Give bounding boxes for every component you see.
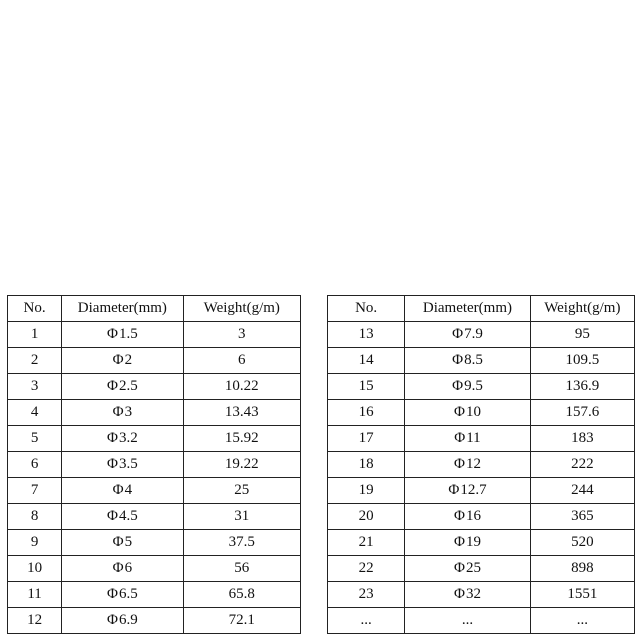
table-row [8, 504, 301, 530]
phi-symbol: Φ [452, 326, 464, 342]
cell-weight: 25 [183, 478, 300, 504]
cell-no: 17 [328, 426, 405, 452]
cell-no: 23 [328, 582, 405, 608]
header-row [328, 296, 635, 322]
diameter-value: 19 [465, 534, 481, 550]
diameter-value: 4.5 [118, 508, 138, 524]
cell-weight: 65.8 [183, 582, 300, 608]
table-row [8, 426, 301, 452]
table-row [328, 374, 635, 400]
cell-no: 20 [328, 504, 405, 530]
diameter-value: 6 [124, 560, 133, 576]
phi-symbol: Φ [107, 456, 118, 472]
diameter-value: 6.5 [118, 586, 138, 602]
diameter-value: 11 [466, 430, 481, 446]
cell-diameter [405, 426, 530, 452]
phi-symbol: Φ [448, 482, 460, 498]
cell-no: 8 [8, 504, 62, 530]
table-row [8, 582, 301, 608]
diameter-value: 12 [465, 456, 481, 472]
cell-weight: 136.9 [530, 374, 634, 400]
header-row [8, 296, 301, 322]
cell-diameter [405, 530, 530, 556]
table-row [328, 400, 635, 426]
diameter-value: 16 [465, 508, 481, 524]
cell-diameter [62, 400, 183, 426]
cell-no: 16 [328, 400, 405, 426]
cell-weight: 19.22 [183, 452, 300, 478]
cell-diameter [62, 504, 183, 530]
cell-diameter [62, 348, 183, 374]
cell-no: 12 [8, 608, 62, 634]
cell-diameter [62, 582, 183, 608]
cell-weight: 31 [183, 504, 300, 530]
cell-no: 7 [8, 478, 62, 504]
cell-diameter [62, 556, 183, 582]
cell-no: 22 [328, 556, 405, 582]
cell-weight: 95 [530, 322, 634, 348]
diameter-value: 32 [465, 586, 481, 602]
phi-symbol: Φ [453, 404, 465, 420]
diameter-value: 7.9 [464, 326, 483, 342]
table-row [328, 452, 635, 478]
cell-weight: 183 [530, 426, 634, 452]
table-row [8, 556, 301, 582]
table-row [8, 322, 301, 348]
diameter-value: 1.5 [118, 326, 138, 342]
table-row [328, 530, 635, 556]
cell-no: 6 [8, 452, 62, 478]
cell-weight: 15.92 [183, 426, 300, 452]
diameter-value: 25 [465, 560, 481, 576]
diameter-value: 5 [124, 534, 133, 550]
header-no: No. [328, 296, 405, 322]
cell-diameter [405, 478, 530, 504]
table-row [8, 530, 301, 556]
cell-no: 5 [8, 426, 62, 452]
phi-symbol: Φ [107, 586, 118, 602]
cell-weight: 109.5 [530, 348, 634, 374]
cell-no: 9 [8, 530, 62, 556]
cell-weight: ... [530, 608, 634, 634]
cell-diameter [405, 400, 530, 426]
cell-no: 10 [8, 556, 62, 582]
cell-no: 4 [8, 400, 62, 426]
cell-weight: 6 [183, 348, 300, 374]
header-weight: Weight(g/m) [530, 296, 634, 322]
table-row [8, 452, 301, 478]
left-table-body [8, 322, 301, 634]
spec-table-left [7, 295, 301, 634]
cell-weight: 37.5 [183, 530, 300, 556]
cell-weight: 520 [530, 530, 634, 556]
diameter-value: 8.5 [464, 352, 483, 368]
diameter-value: 3.2 [118, 430, 138, 446]
phi-symbol: Φ [112, 482, 124, 498]
cell-no: 21 [328, 530, 405, 556]
table-row [8, 400, 301, 426]
cell-diameter [405, 374, 530, 400]
cell-weight: 898 [530, 556, 634, 582]
phi-symbol: Φ [453, 586, 465, 602]
cell-diameter [62, 608, 183, 634]
cell-diameter [62, 426, 183, 452]
cell-no: 11 [8, 582, 62, 608]
cell-weight: 157.6 [530, 400, 634, 426]
phi-symbol: Φ [107, 326, 118, 342]
diameter-value: 6.9 [118, 612, 138, 628]
diameter-value: 12.7 [460, 482, 487, 498]
diameter-value: 4 [124, 482, 133, 498]
table-row [328, 504, 635, 530]
table-row [328, 426, 635, 452]
cell-weight: 244 [530, 478, 634, 504]
table-row [8, 478, 301, 504]
cell-no: 1 [8, 322, 62, 348]
cell-diameter [62, 452, 183, 478]
cell-diameter [405, 556, 530, 582]
cell-weight: 365 [530, 504, 634, 530]
cell-diameter [62, 322, 183, 348]
spec-table-right [327, 295, 635, 634]
cell-no: 2 [8, 348, 62, 374]
phi-symbol: Φ [454, 430, 466, 446]
diameter-value: 2.5 [118, 378, 138, 394]
diameter-value: 10 [465, 404, 481, 420]
phi-symbol: Φ [107, 508, 118, 524]
table-row [328, 478, 635, 504]
cell-no: 19 [328, 478, 405, 504]
cell-diameter [405, 322, 530, 348]
phi-symbol: Φ [453, 456, 465, 472]
phi-symbol: Φ [107, 612, 118, 628]
cell-weight: 1551 [530, 582, 634, 608]
cell-diameter [405, 504, 530, 530]
diameter-value: 3 [124, 404, 133, 420]
cell-weight: 3 [183, 322, 300, 348]
spec-sheet [7, 295, 635, 635]
diameter-value: 9.5 [464, 378, 483, 394]
cell-no: 14 [328, 348, 405, 374]
cell-weight: 222 [530, 452, 634, 478]
phi-symbol: Φ [107, 378, 118, 394]
phi-symbol: Φ [453, 508, 465, 524]
cell-diameter [62, 374, 183, 400]
cell-diameter [405, 452, 530, 478]
diameter-value: 3.5 [118, 456, 138, 472]
cell-no: 18 [328, 452, 405, 478]
header-diameter: Diameter(mm) [405, 296, 530, 322]
header-no: No. [8, 296, 62, 322]
table-row [328, 348, 635, 374]
phi-symbol: Φ [452, 378, 464, 394]
phi-symbol: Φ [112, 534, 124, 550]
phi-symbol: Φ [453, 560, 465, 576]
cell-weight: 56 [183, 556, 300, 582]
cell-no: 3 [8, 374, 62, 400]
header-diameter: Diameter(mm) [62, 296, 183, 322]
table-row [328, 322, 635, 348]
cell-no: 13 [328, 322, 405, 348]
phi-symbol: Φ [453, 534, 465, 550]
cell-weight: 10.22 [183, 374, 300, 400]
phi-symbol: Φ [452, 352, 464, 368]
phi-symbol: Φ [112, 404, 124, 420]
phi-symbol: Φ [112, 560, 124, 576]
cell-diameter [62, 478, 183, 504]
cell-no: 15 [328, 374, 405, 400]
cell-weight: 13.43 [183, 400, 300, 426]
ellipsis-row [328, 608, 635, 634]
phi-symbol: Φ [107, 430, 118, 446]
phi-symbol: Φ [112, 352, 124, 368]
right-table-body [328, 322, 635, 634]
cell-diameter: ... [405, 608, 530, 634]
table-row [8, 374, 301, 400]
cell-diameter [405, 582, 530, 608]
cell-diameter [62, 530, 183, 556]
cell-diameter [405, 348, 530, 374]
table-row [8, 608, 301, 634]
diameter-value: 2 [124, 352, 133, 368]
cell-no: ... [328, 608, 405, 634]
header-weight: Weight(g/m) [183, 296, 300, 322]
table-row [8, 348, 301, 374]
cell-weight: 72.1 [183, 608, 300, 634]
table-row [328, 582, 635, 608]
table-row [328, 556, 635, 582]
